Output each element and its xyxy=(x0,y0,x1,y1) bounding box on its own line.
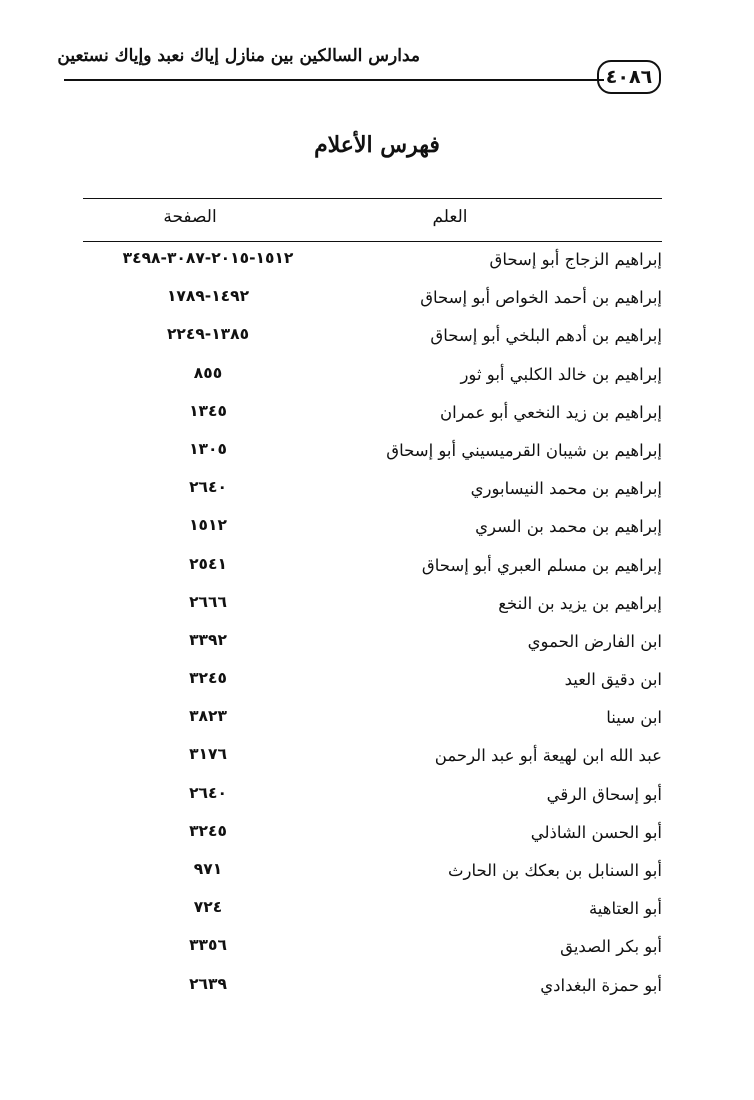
table-row xyxy=(83,666,662,704)
person-name: إبراهيم بن شيبان القرميسيني أبو إسحاق xyxy=(386,440,662,460)
person-name: أبو السنابل بن بعكك بن الحارث xyxy=(447,861,662,880)
table-row xyxy=(83,704,662,742)
person-name: إبراهيم بن محمد بن السري xyxy=(475,517,662,537)
table-row xyxy=(83,246,662,284)
page-references: ٩٧١ xyxy=(193,860,223,878)
person-name: أبو بكر الصديق xyxy=(560,937,662,957)
person-name: أبو الحسن الشاذلي xyxy=(530,822,662,842)
person-name: ابن سينا xyxy=(606,708,662,728)
table-row xyxy=(83,972,662,1010)
person-name: إبراهيم بن مسلم العبري أبو إسحاق xyxy=(421,555,662,575)
table-row xyxy=(83,552,662,590)
table-row xyxy=(83,399,662,437)
table-row xyxy=(83,933,662,971)
page-references: ١٥١٢-٢٠١٥-٣٠٨٧-٣٤٩٨ xyxy=(122,249,294,267)
page-references: ٢٥٤١ xyxy=(189,554,227,573)
page-references: ٣١٧٦ xyxy=(189,745,227,764)
page-title: فهرس الأعلام xyxy=(314,132,440,158)
page-references: ٨٥٥ xyxy=(193,363,223,382)
page-references: ٢٦٤٠ xyxy=(189,478,227,497)
table-row xyxy=(83,475,662,513)
book-title: مدارس السالكين بين منازل إياك نعبد وإياك نستعين xyxy=(57,46,420,66)
page-references: ٣٨٢٣ xyxy=(189,707,227,726)
table-row xyxy=(83,590,662,628)
person-name: أبو إسحاق الرقي xyxy=(546,784,662,804)
page-number-badge: ٤٠٨٦ xyxy=(597,60,661,94)
person-name: أبو العتاهية xyxy=(588,899,662,919)
table-header-rule xyxy=(83,241,662,242)
person-name: إبراهيم بن محمد النيسابوري xyxy=(470,479,662,499)
page-references: ١٤٩٢-١٧٨٩ xyxy=(166,287,250,306)
table-row xyxy=(83,284,662,322)
page-references: ٣٣٩٢ xyxy=(189,630,227,649)
table-row xyxy=(83,819,662,857)
page-references: ١٣٤٥ xyxy=(189,401,227,420)
page-references: ٢٦٤٠ xyxy=(189,783,227,802)
person-name: إبراهيم الزجاج أبو إسحاق xyxy=(489,250,662,269)
index-table-body xyxy=(83,246,662,1010)
column-header-name: العلم xyxy=(432,207,468,227)
person-name: إبراهيم بن أحمد الخواص أبو إسحاق xyxy=(420,288,662,308)
page-references: ٣٣٥٦ xyxy=(189,936,227,955)
person-name: عبد الله ابن لهيعة أبو عبد الرحمن xyxy=(434,746,662,766)
person-name: إبراهيم بن خالد الكلبي أبو ثور xyxy=(460,364,662,384)
table-row xyxy=(83,513,662,551)
person-name: أبو حمزة البغدادي xyxy=(540,975,662,995)
table-row xyxy=(83,628,662,666)
table-row xyxy=(83,857,662,895)
table-top-rule xyxy=(83,198,662,199)
page-references: ٣٢٤٥ xyxy=(189,821,227,840)
table-row xyxy=(83,361,662,399)
table-row xyxy=(83,437,662,475)
page-references: ٢٦٦٦ xyxy=(189,592,227,611)
table-row xyxy=(83,742,662,780)
table-row xyxy=(83,322,662,360)
person-name: ابن دقيق العيد xyxy=(564,670,662,690)
page-references: ١٣٨٥-٢٢٤٩ xyxy=(166,325,250,344)
table-row xyxy=(83,895,662,933)
person-name: ابن الفارض الحموي xyxy=(527,631,662,651)
page-references: ٢٦٣٩ xyxy=(189,974,227,993)
column-header-pages: الصفحة xyxy=(163,207,217,227)
page-references: ٣٢٤٥ xyxy=(189,669,227,688)
header-rule xyxy=(64,79,604,81)
person-name: إبراهيم بن يزيد بن النخع xyxy=(498,593,662,613)
person-name: إبراهيم بن زيد النخعي أبو عمران xyxy=(440,402,662,422)
table-row xyxy=(83,781,662,819)
person-name: إبراهيم بن أدهم البلخي أبو إسحاق xyxy=(430,326,662,346)
page-references: ١٣٠٥ xyxy=(189,439,227,458)
page-references: ١٥١٢ xyxy=(189,516,227,535)
page-references: ٧٢٤ xyxy=(193,898,223,917)
